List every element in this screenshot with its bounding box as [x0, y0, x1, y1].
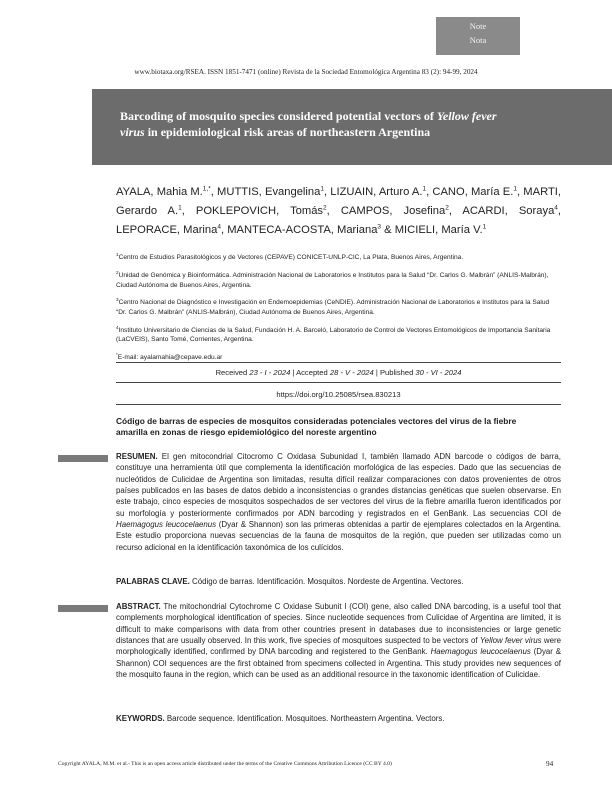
accepted-date: 28 - V - 2024 [329, 368, 374, 377]
section-marker [58, 605, 108, 612]
keywords: KEYWORDS. Barcode sequence. Identification. Mosquitoes. Northeastern Argentina. Vectors. [116, 714, 445, 723]
divider [116, 362, 561, 363]
resumen-label: RESUMEN. [116, 452, 158, 461]
author: LEPORACE, Marina$^4$, [116, 223, 228, 237]
note-label-en: Note [469, 21, 487, 31]
resumen-paragraph: RESUMEN. El gen mitocondrial Citocromo C Oxidasa Subunidad I, también llamado ADN barcode o códigos de barra, constituye una herramienta útil que complementa la identificación morfológica de las especies. Dado que las secuencias de nucleótidos de Culicidae de Argentina son limitadas, resulta difícil realizar comparaciones con datos provenientes de otros países publicados en las bases de datos debido a inconsistencias o grandes distancias genéticas que suelen observarse. En este trabajo, cinco especies de mosquitos sospechados de ser vectores del virus de la fiebre amarilla fueron identificados por su morfología y posteriormente confirmados por ADN barcoding y registrados en el GenBank. Las secuencias COI de Haemagogus leucocelaenus (Dyar & Shannon) son las primeras obtenidas a partir de ejemplares colectados en la Argentina. Este estudio proporciona nuevas secuencias de la fauna de mosquitos de la región, que pueden ser utilizadas como un recurso adicional en la identificación taxonómica de los culícidos. [116, 452, 562, 552]
abstract-paragraph: ABSTRACT. The mitochondrial Cytochrome C Oxidase Subunit I (COI) gene, also called DNA barcoding, is a useful tool that complements morphological identification of species. Since nucleotide sequences from Culicidae of Argentina are limited, it is difficult to make comparisons with data from other countries present in databases due to inconsistencies or large genetic distances that are usually observed. In this work, five species of mosquitoes suspected to be vectors of Yellow fever virus were morphologically identified, confirmed by DNA barcoding and registered to the GenBank. Haemagogus leucocelaenus (Dyar & Shannon) COI sequences are the first obtained from specimens collected in Argentina. This study provides new sequences of the mosquito fauna in the region, which can be used as an additional resource in the taxonomic identification of Culicidae. [116, 602, 562, 680]
note-label-es: Nota [469, 35, 487, 45]
keywords-label: KEYWORDS. [116, 714, 165, 723]
author: MANTECA-ACOSTA, Mariana$^3$ & [227, 223, 395, 237]
journal-citation: www.biotaxa.org/RSEA. ISSN 1851-7471 (online) Revista de la Sociedad Entomológica Argentina 83 (2): 94-99, 2024 [134, 68, 478, 76]
divider [116, 404, 561, 405]
affiliation-list [116, 250, 561, 368]
title-part2: in epidemiological risk areas of northeastern Argentina [144, 125, 431, 139]
spanish-title: Código de barras de especies de mosquitos consideradas potenciales vectores del virus de la fiebre amarilla en zonas de riesgo epidemiológico del noreste argentino [116, 416, 517, 437]
author: ACARDI, Soraya$^4$, [462, 204, 562, 217]
author: MUTTIS, Evangelina$^1$, [217, 185, 331, 198]
abstract-label: ABSTRACT. [116, 602, 161, 611]
article-dates: Received 23 - I - 2024 | Accepted 28 - V - 2024 | Published 30 - VI - 2024 [215, 368, 462, 377]
page-number: 94 [546, 760, 554, 768]
article-title [120, 108, 520, 140]
palabras-clave-label: PALABRAS CLAVE. [116, 577, 190, 586]
received-date: 23 - I - 2024 [249, 368, 291, 377]
divider [116, 382, 561, 383]
copyright-footer: Copyright AYALA, M.M. et al.- This is an open access article distributed under the terms of the Creative Commons Attribution Licence (CC BY 4.0) [58, 761, 392, 767]
author-list [116, 181, 561, 239]
author: AYALA, Mahia M.$^{1,*}$, [116, 185, 218, 198]
affiliation: $^4$Instituto Universitario de Ciencias de la Salud, Fundación H. A. Barceló, Laboratorio de Control de Vectores Entomológicos de Importancia Sanitaria (LaCVEIS), Santo Tomé, Corrientes, Argentina. [116, 324, 551, 344]
note-badge [436, 17, 520, 55]
author: MARTI, Gerardo A.$^1$, [116, 185, 561, 217]
author: CAMPOS, Josefina$^2$, [340, 204, 463, 217]
affiliation: $^1$Centro de Estudios Parasitológicos y de Vectores (CEPAVE) CONICET-UNLP-CIC, La Plata, Buenos Aires, Argentina. [116, 252, 464, 262]
title-virus: Yellow fever virus [120, 109, 497, 139]
doi-link[interactable]: https://doi.org/10.25085/rsea.830213 [276, 390, 401, 399]
title-part1: Barcoding of mosquito species considered potential vectors of [120, 109, 434, 123]
author: MICIELI, María V.$^1$ [394, 223, 487, 237]
affiliation: $^2$Unidad de Genómica y Bioinformática. Administración Nacional de Laboratorios e Institutos para la Salud “Dr. Carlos G. Malbrán” (ANLIS-Malbrán), Ciudad Autónoma de Buenos Aires, Argentina. [116, 269, 549, 289]
corresponding-email[interactable]: *E-mail: ayalamahia@cepave.edu.ar [116, 351, 223, 362]
author: LIZUAIN, Arturo A.$^1$, [330, 185, 433, 198]
palabras-clave: PALABRAS CLAVE. Código de barras. Identificación. Mosquitos. Nordeste de Argentina. Vectores. [116, 577, 464, 586]
published-date: 30 - VI - 2024 [415, 368, 462, 377]
author: CANO, María E.$^1$, [432, 185, 524, 198]
section-marker [58, 455, 108, 462]
affiliation: $^3$Centro Nacional de Diagnóstico e Investigación en Endemoepidemias (CeNDIE). Administración Nacional de Laboratorios e Institutos para la Salud “Dr. Carlos G. Malbrán” (ANLIS-Malbrán), Ciudad Autónoma de Buenos Aires, Argentina. [116, 297, 550, 316]
author: POKLEPOVICH, Tomás$^2$, [195, 204, 341, 217]
